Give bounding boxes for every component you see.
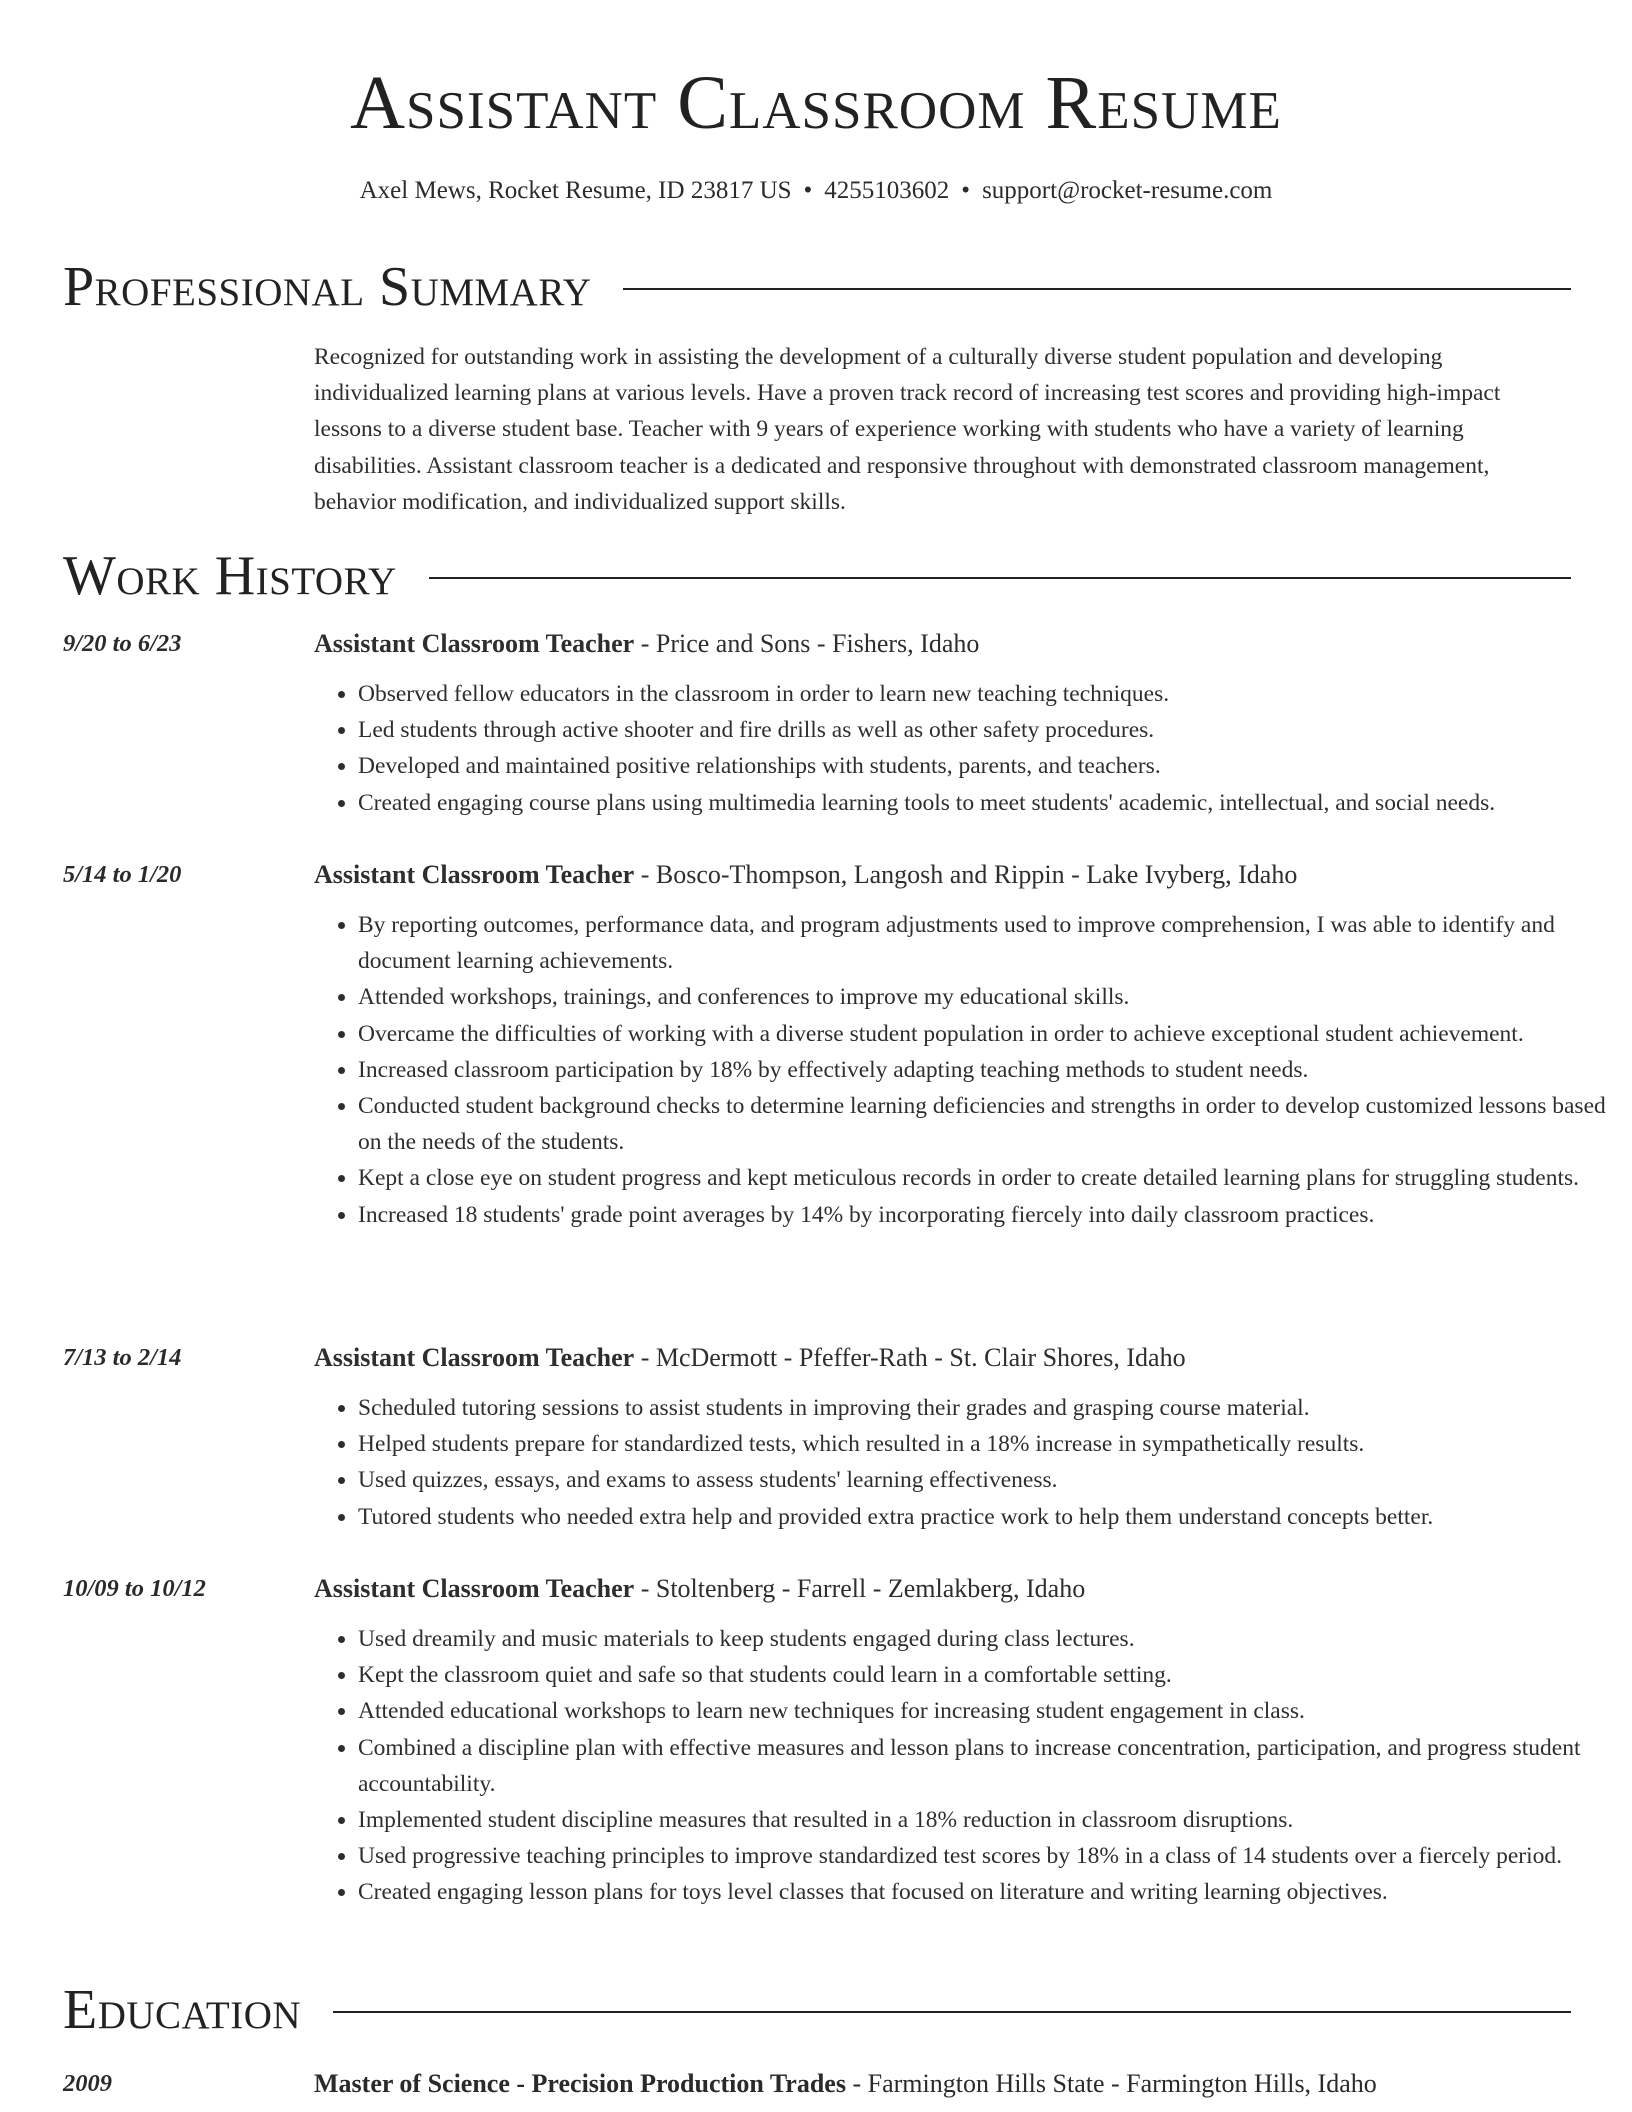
job-bullet: • Used quizzes, essays, and exams to assess students' learning effectiveness. <box>358 1462 1620 1498</box>
job-dates: 7/13 to 2/14 <box>63 1344 182 1371</box>
job-role: Assistant Classroom Teacher <box>314 860 635 889</box>
job-bullet: • Attended workshops, trainings, and conferences to improve my educational skills. <box>358 979 1620 1015</box>
job-details: - Price and Sons - Fishers, Idaho <box>634 629 980 658</box>
job-heading <box>314 626 979 662</box>
summary-section-header <box>63 255 1571 319</box>
education-section-header <box>63 1978 1571 2042</box>
job-bullets <box>314 1621 1620 1911</box>
section-title-education: Education <box>63 1979 302 2041</box>
professional-summary-text: Recognized for outstanding work in assisting the development of a culturally diverse student population and developing individualized learning plans at various levels. Have a proven track record of increasing test scores and providing high-impact lessons to a diverse student base. Teacher with 9 years of experience working with students who have a variety of learning disabilities. Assistant classroom teacher is a dedicated and responsive throughout with demonstrated classroom management, behavior modification, and individualized support skills. <box>314 344 1501 515</box>
resume-title: Assistant Classroom Resume <box>350 61 1282 145</box>
job-role: Assistant Classroom Teacher <box>314 1343 635 1372</box>
section-divider <box>623 288 1571 290</box>
job-details: - Stoltenberg - Farrell - Zemlakberg, Idaho <box>634 1574 1086 1603</box>
job-bullet: • Used progressive teaching principles to improve standardized test scores by 18% in a class of 14 students over a fiercely period. <box>358 1838 1620 1874</box>
contact-line <box>0 174 1632 208</box>
job-bullet: • Increased classroom participation by 18% by effectively adapting teaching methods to student needs. <box>358 1052 1620 1088</box>
education-degree: Master of Science - Precision Production Trades <box>314 2069 846 2098</box>
job-dates: 10/09 to 10/12 <box>63 1575 206 1602</box>
job-bullets <box>314 907 1620 1233</box>
job-dates: 9/20 to 6/23 <box>63 630 182 657</box>
job-bullet: • Attended educational workshops to learn new techniques for increasing student engagement in class. <box>358 1693 1620 1729</box>
job-role: Assistant Classroom Teacher <box>314 629 635 658</box>
education-heading <box>314 2066 1377 2102</box>
section-title-summary: Professional Summary <box>63 256 592 318</box>
section-divider <box>333 2011 1571 2013</box>
job-bullet: • Helped students prepare for standardized tests, which resulted in a 18% increase in sympathetically results. <box>358 1426 1620 1462</box>
job-details: - McDermott - Pfeffer-Rath - St. Clair Shores, Idaho <box>634 1343 1186 1372</box>
job-bullet: • Led students through active shooter and fire drills as well as other safety procedures. <box>358 712 1620 748</box>
contact-separator: • <box>961 177 971 204</box>
job-details: - Bosco-Thompson, Langosh and Rippin - Lake Ivyberg, Idaho <box>634 860 1298 889</box>
job-role: Assistant Classroom Teacher <box>314 1574 635 1603</box>
job-bullet: • Overcame the difficulties of working with a diverse student population in order to achieve exceptional student achievement. <box>358 1016 1620 1052</box>
education-year: 2009 <box>63 2070 112 2097</box>
job-heading <box>314 857 1297 893</box>
job-bullets <box>314 1390 1620 1535</box>
job-heading <box>314 1340 1186 1376</box>
job-bullet: • Observed fellow educators in the classroom in order to learn new teaching techniques. <box>358 676 1620 712</box>
job-bullet: • By reporting outcomes, performance data, and program adjustments used to improve comprehension, I was able to identify and document learning achievements. <box>358 907 1620 979</box>
job-bullet: • Developed and maintained positive relationships with students, parents, and teachers. <box>358 748 1620 784</box>
education-details: - Farmington Hills State - Farmington Hills, Idaho <box>845 2069 1377 2098</box>
job-heading <box>314 1571 1085 1607</box>
job-bullet: • Scheduled tutoring sessions to assist students in improving their grades and grasping course material. <box>358 1390 1620 1426</box>
contact-separator: • <box>803 177 813 204</box>
work-section-header <box>63 544 1571 608</box>
job-bullet: • Conducted student background checks to determine learning deficiencies and strengths in order to develop customized lessons based on the needs of the students. <box>358 1088 1620 1160</box>
job-bullet: • Increased 18 students' grade point averages by 14% by incorporating fiercely into daily classroom practices. <box>358 1197 1620 1233</box>
section-title-work: Work History <box>63 545 397 607</box>
contact-address: Axel Mews, Rocket Resume, ID 23817 US <box>359 177 792 204</box>
section-divider <box>429 577 1571 579</box>
job-bullet: • Kept the classroom quiet and safe so that students could learn in a comfortable setting. <box>358 1657 1620 1693</box>
job-bullet: • Kept a close eye on student progress and kept meticulous records in order to create detailed learning plans for struggling students. <box>358 1160 1620 1196</box>
contact-email: support@rocket-resume.com <box>982 177 1273 204</box>
job-bullet: • Implemented student discipline measures that resulted in a 18% reduction in classroom disruptions. <box>358 1802 1620 1838</box>
job-bullet: • Combined a discipline plan with effective measures and lesson plans to increase concentration, participation, and progress student accountability. <box>358 1730 1620 1802</box>
job-bullet: • Created engaging course plans using multimedia learning tools to meet students' academic, intellectual, and social needs. <box>358 785 1620 821</box>
contact-phone: 4255103602 <box>824 177 950 204</box>
job-dates: 5/14 to 1/20 <box>63 861 182 888</box>
job-bullet: • Used dreamily and music materials to keep students engaged during class lectures. <box>358 1621 1620 1657</box>
job-bullets <box>314 676 1620 821</box>
job-bullet: • Tutored students who needed extra help and provided extra practice work to help them understand concepts better. <box>358 1499 1620 1535</box>
job-bullet: • Created engaging lesson plans for toys level classes that focused on literature and writing learning objectives. <box>358 1874 1620 1910</box>
